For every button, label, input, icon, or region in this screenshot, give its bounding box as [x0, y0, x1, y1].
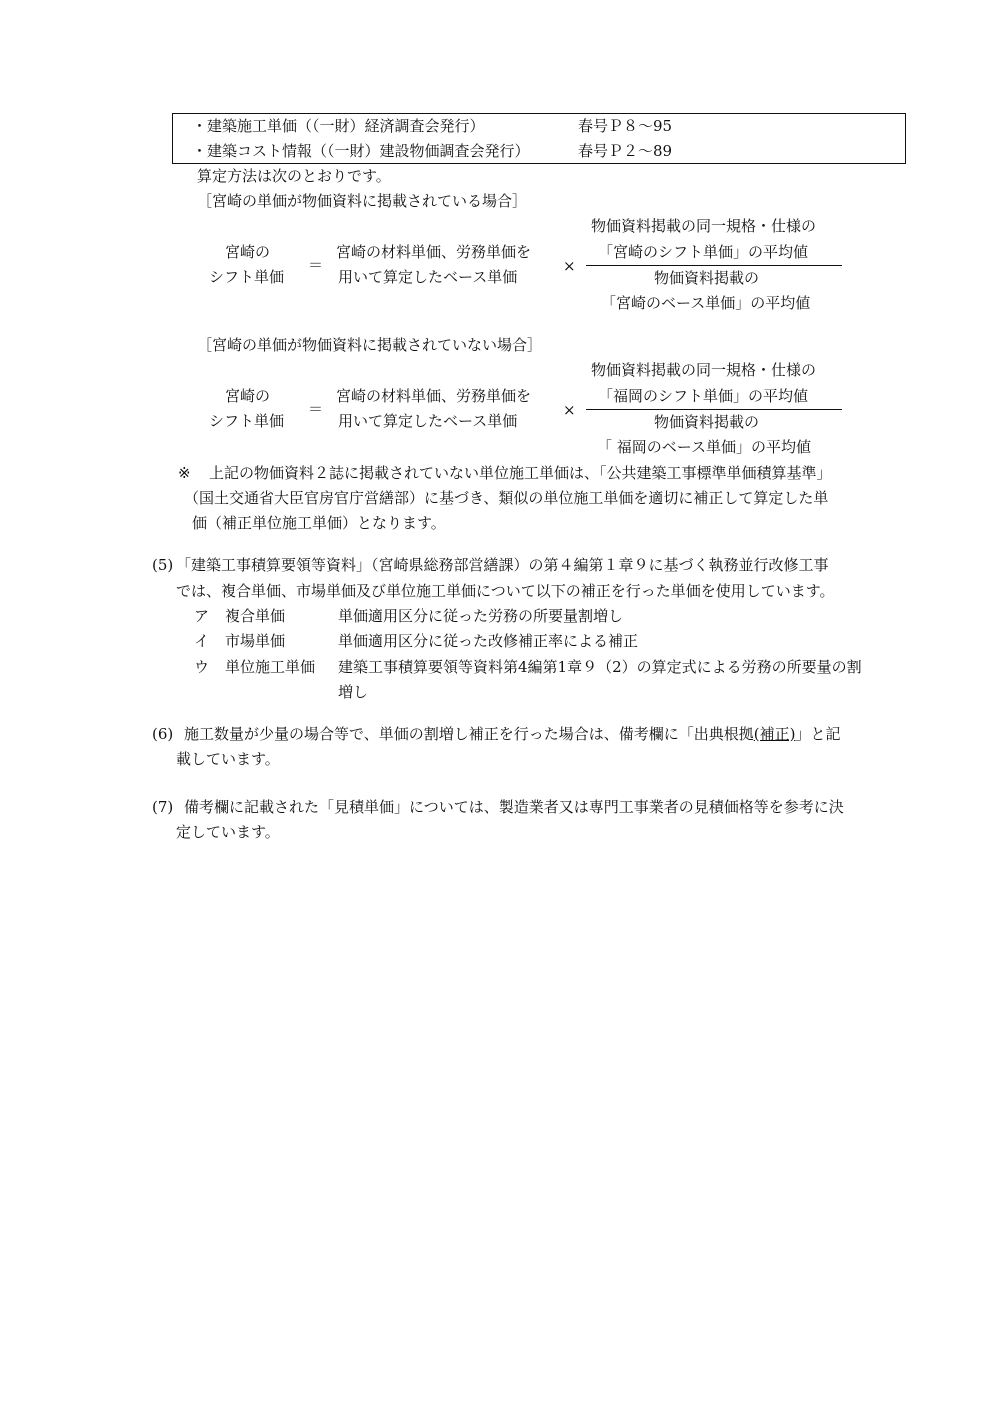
formula-1-denominator-1: 物価資料掲載の	[654, 269, 760, 287]
item7-line-2: 定しています。	[176, 823, 280, 841]
formula-2-numerator-1: 物価資料掲載の同一規格・仕様の	[591, 361, 817, 379]
item6-underlined-text: (補正)	[753, 725, 796, 743]
item6-line-2: 載しています。	[176, 750, 280, 768]
item5-sub-i-mark: イ	[194, 632, 210, 650]
formula-2-denominator-2: 「 福岡のベース単価」の平均値	[597, 438, 812, 456]
formula-2-denominator-1: 物価資料掲載の	[654, 413, 760, 431]
source-page-2: 春号Ｐ２～89	[578, 142, 673, 160]
item5-sub-u-mark: ウ	[194, 658, 210, 676]
formula-1-base-1: 宮崎の材料単価、労務単価を	[336, 243, 532, 261]
calc-intro: 算定方法は次のとおりです。	[197, 167, 391, 185]
item5-sub-i-label: 市場単価	[225, 632, 286, 650]
formula-1-times: ×	[563, 257, 576, 275]
item5-sub-u-text-2: 増し	[338, 683, 369, 701]
item6-number: (6)	[152, 725, 174, 743]
formula-1-heading: ［宮崎の単価が物価資料に掲載されている場合］	[197, 192, 528, 210]
item5-line-2: では、複合単価、市場単価及び単位施工単価について以下の補正を行った単価を使用しています。	[176, 582, 835, 600]
formula-2-base-1: 宮崎の材料単価、労務単価を	[336, 387, 532, 405]
note-line-1: 上記の物価資料２誌に掲載されていない単位施工単価は、「公共建築工事標準単価積算基準」	[209, 464, 832, 482]
formula-2-numerator-2: 「福岡のシフト単価」の平均値	[598, 387, 809, 405]
item5-sub-a-label: 複合単価	[225, 607, 286, 625]
formula-1-equals: ＝	[308, 256, 324, 274]
source-name-1: ・建築施工単価（（一財）経済調査会発行）	[192, 117, 485, 135]
note-line-2: （国土交通省大臣官房官庁営繕部）に基づき、類似の単位施工単価を適切に補正して算定した単	[184, 489, 829, 507]
formula-2-base-2: 用いて算定したベース単価	[338, 412, 518, 430]
formula-1-denominator-2: 「宮崎のベース単価」の平均値	[601, 294, 811, 312]
formula-1-lhs-2: シフト単価	[209, 268, 285, 286]
item6-text-after: 」と記	[795, 725, 841, 743]
note-mark: ※	[178, 464, 191, 482]
item5-sub-i-text: 単価適用区分に従った改修補正率による補正	[338, 632, 639, 650]
item6-line-1	[184, 722, 840, 747]
item7-line-1: 備考欄に記載された「見積単価」については、製造業者又は専門工事業者の見積価格等を参考に決	[184, 798, 844, 816]
formula-2-lhs-2: シフト単価	[209, 412, 285, 430]
item5-line-1: 「建築工事積算要領等資料」（宮崎県総務部営繕課）の第４編第１章９に基づく執務並行改修工事	[176, 556, 829, 574]
formula-1-base-2: 用いて算定したベース単価	[338, 268, 518, 286]
formula-1-numerator-1: 物価資料掲載の同一規格・仕様の	[591, 217, 817, 235]
note-line-3: 価（補正単位施工単価）となります。	[192, 514, 446, 532]
formula-2-equals: ＝	[308, 400, 324, 418]
formula-2-lhs-1: 宮崎の	[225, 387, 271, 405]
item5-sub-a-mark: ア	[194, 607, 210, 625]
formula-1-numerator-2: 「宮崎のシフト単価」の平均値	[598, 243, 809, 261]
source-name-2: ・建築コスト情報（（一財）建設物価調査会発行）	[192, 142, 530, 160]
item6-text-before: 施工数量が少量の場合等で、単価の割増し補正を行った場合は、備考欄に「出典根拠	[184, 725, 754, 743]
formula-1-lhs-1: 宮崎の	[225, 243, 271, 261]
item5-sub-u-text-1: 建築工事積算要領等資料第4編第1章９（2）の算定式による労務の所要量の割	[338, 658, 862, 676]
source-page-1: 春号Ｐ８～95	[578, 117, 673, 135]
item5-number: (5)	[152, 556, 174, 574]
item5-sub-a-text: 単価適用区分に従った労務の所要量割増し	[338, 607, 624, 625]
formula-2-times: ×	[563, 401, 576, 419]
item7-number: (7)	[152, 798, 174, 816]
item5-sub-u-label: 単位施工単価	[225, 658, 316, 676]
formula-2-heading: ［宮崎の単価が物価資料に掲載されていない場合］	[197, 336, 543, 354]
